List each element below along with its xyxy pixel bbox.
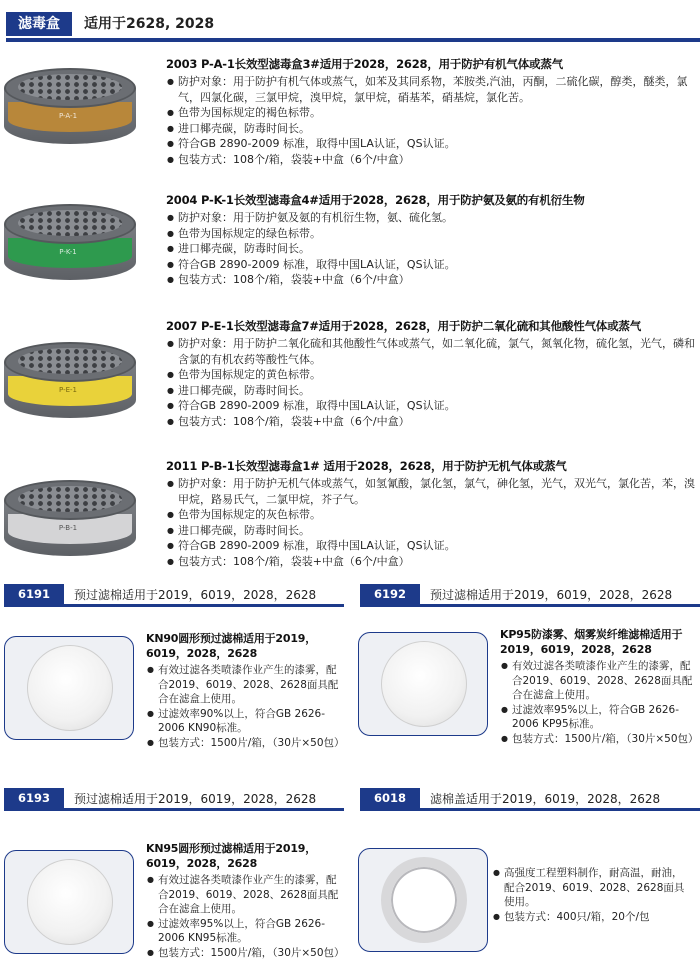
cartridge-2011-image <box>4 480 136 576</box>
product-2003 <box>0 52 700 172</box>
bullet: ● 防护对象：用于防护氨及氨的有机衍生物，氨、硫化氢。 <box>166 210 696 226</box>
bullet: ● 包装方式：400只/箱，20个/包 <box>492 910 690 925</box>
bullet: ● 色带为国标规定的灰色标带。 <box>166 507 696 523</box>
cartridge-2007-image <box>4 342 136 438</box>
bullet: ● 包装方式：1500片/箱，（30片×50包） <box>500 732 698 747</box>
header-divider <box>6 38 700 42</box>
bullet: ● 过滤效率95%以上，符合GB 2626-2006 KP95标准。 <box>500 703 698 732</box>
pad-6191-info <box>146 632 344 750</box>
pad-6192-info <box>500 628 698 746</box>
bullet: ● 包装方式：108个/箱，袋装+中盒（6个/中盒） <box>166 272 696 288</box>
product-title: 2007 P-E-1长效型滤毒盒7#适用于2028，2628，用于防护二氧化硫和其他酸性气体或蒸气 <box>166 319 641 333</box>
bullet: ● 色带为国标规定的黄色标带。 <box>166 367 696 383</box>
bullet: ● 进口椰壳碳，防毒时间长。 <box>166 383 696 399</box>
filter-pad-disc <box>381 641 467 727</box>
product-bullets <box>166 476 696 569</box>
section-tag: 6193 <box>4 788 64 808</box>
product-bullets <box>492 866 690 924</box>
band-label: P-K-1 <box>59 248 77 256</box>
bullet: ● 色带为国标规定的褐色标带。 <box>166 105 696 121</box>
section-6192-header <box>360 584 700 608</box>
section-divider <box>360 604 700 607</box>
section-6193-header <box>4 788 344 812</box>
section-title: 预过滤棉适用于2019，6019，2028，2628 <box>74 588 317 602</box>
bullet: ● 符合GB 2890-2009 标准，取得中国LA认证，QS认证。 <box>166 257 696 273</box>
product-title: 2004 P-K-1长效型滤毒盒4#适用于2028，2628，用于防护氨及氨的有机衍生物 <box>166 193 585 207</box>
product-2004 <box>0 188 700 308</box>
bullet: ● 色带为国标规定的绿色标带。 <box>166 226 696 242</box>
section-tag: 6191 <box>4 584 64 604</box>
bullet: ● 包装方式：108个/箱，袋装+中盒（6个/中盒） <box>166 152 696 168</box>
page-header <box>0 0 700 46</box>
product-title: 2011 P-B-1长效型滤毒盒1# 适用于2028，2628，用于防护无机气体或蒸气 <box>166 459 567 473</box>
pad-6193-image <box>4 850 134 954</box>
bullet: ● 进口椰壳碳，防毒时间长。 <box>166 121 696 137</box>
section-title: 预过滤棉适用于2019，6019，2028，2628 <box>74 792 317 806</box>
product-title: KP95防漆雾、烟雾炭纤维滤棉适用于2019，6019，2028，2628 <box>500 628 683 656</box>
section-divider <box>4 604 344 607</box>
category-title: 适用于2628, 2028 <box>84 16 215 32</box>
filter-pad-disc <box>27 645 113 731</box>
section-6191-header <box>4 584 344 608</box>
section-tag: 6192 <box>360 584 420 604</box>
product-bullets <box>166 210 696 288</box>
band-label: P-E-1 <box>59 386 77 394</box>
product-title: 2003 P-A-1长效型滤毒盒3#适用于2028，2628，用于防护有机气体或蒸气 <box>166 57 563 71</box>
section-divider <box>4 808 344 811</box>
bullet: ● 有效过滤各类喷漆作业产生的漆雾，配合2019、6019、2028、2628面具配合在滤盒上使用。 <box>500 659 698 703</box>
cartridge-2004-image <box>4 204 136 300</box>
bullet: ● 高强度工程塑料制作，耐高温，耐油，配合2019、6019、2028、2628面具使用。 <box>492 866 690 910</box>
product-title: KN90圆形预过滤棉适用于2019，6019，2028，2628 <box>146 632 317 660</box>
section-title: 滤棉盖适用于2019，6019，2028，2628 <box>430 792 661 806</box>
bullet: ● 有效过滤各类喷漆作业产生的漆雾，配合2019、6019、2028、2628面具配合在滤盒上使用。 <box>146 873 344 917</box>
product-2007 <box>0 314 700 444</box>
section-divider <box>360 808 700 811</box>
cover-6018-image <box>358 848 488 952</box>
section-title: 预过滤棉适用于2019，6019，2028，2628 <box>430 588 673 602</box>
bullet: ● 过滤效率95%以上，符合GB 2626-2006 KN95标准。 <box>146 917 344 946</box>
section-tag: 6018 <box>360 788 420 808</box>
category-tag: 滤毒盒 <box>6 12 72 36</box>
bullet: ● 过滤效率90%以上，符合GB 2626-2006 KN90标准。 <box>146 707 344 736</box>
pad-6191-image <box>4 636 134 740</box>
cover-6018-info <box>492 866 690 924</box>
product-bullets <box>500 659 698 746</box>
product-title: KN95圆形预过滤棉适用于2019，6019，2028，2628 <box>146 842 317 870</box>
bullet: ● 防护对象：用于防护无机气体或蒸气，如氢氰酸，氯化氢，氯气，砷化氢，光气，双光气，氯化苦，苯，溴甲烷，路易氏气，二氯甲烷，芥子气。 <box>166 476 696 507</box>
bullet: ● 包装方式：1500片/箱，（30片×50包） <box>146 736 344 751</box>
bullet: ● 符合GB 2890-2009 标准，取得中国LA认证，QS认证。 <box>166 136 696 152</box>
product-bullets <box>146 663 344 750</box>
cartridge-2003-image <box>4 68 136 164</box>
filter-pad-disc <box>27 859 113 945</box>
pad-6192-image <box>358 632 488 736</box>
band-label: P-B-1 <box>58 524 78 532</box>
product-bullets <box>166 74 696 167</box>
product-2011 <box>0 454 700 580</box>
bullet: ● 有效过滤各类喷漆作业产生的漆雾，配合2019、6019、2028、2628面具配合在滤盒上使用。 <box>146 663 344 707</box>
section-6018-header <box>360 788 700 812</box>
bullet: ● 防护对象：用于防护有机气体或蒸气，如苯及其同系物，苯胺类,汽油，丙酮，二硫化碳，醇类，醚类，氯气，四氯化碳，三氯甲烷，溴甲烷，氯甲烷，硝基苯，硝基烷，氯化苦。 <box>166 74 696 105</box>
bullet: ● 符合GB 2890-2009 标准，取得中国LA认证，QS认证。 <box>166 538 696 554</box>
product-bullets <box>166 336 696 429</box>
bullet: ● 包装方式：108个/箱，袋装+中盒（6个/中盒） <box>166 554 696 570</box>
bullet: ● 进口椰壳碳，防毒时间长。 <box>166 523 696 539</box>
bullet: ● 包装方式：1500片/箱，（30片×50包） <box>146 946 344 961</box>
product-bullets <box>146 873 344 960</box>
filter-cover-ring <box>381 857 467 943</box>
band-label: P-A-1 <box>58 112 78 120</box>
bullet: ● 防护对象：用于防护二氧化硫和其他酸性气体或蒸气，如二氧化硫，氯气，氮氧化物，硫化氢，光气，磷和含氯的有机农药等酸性气体。 <box>166 336 696 367</box>
bullet: ● 包装方式：108个/箱，袋装+中盒（6个/中盒） <box>166 414 696 430</box>
pad-6193-info <box>146 842 344 960</box>
bullet: ● 符合GB 2890-2009 标准，取得中国LA认证，QS认证。 <box>166 398 696 414</box>
bullet: ● 进口椰壳碳，防毒时间长。 <box>166 241 696 257</box>
